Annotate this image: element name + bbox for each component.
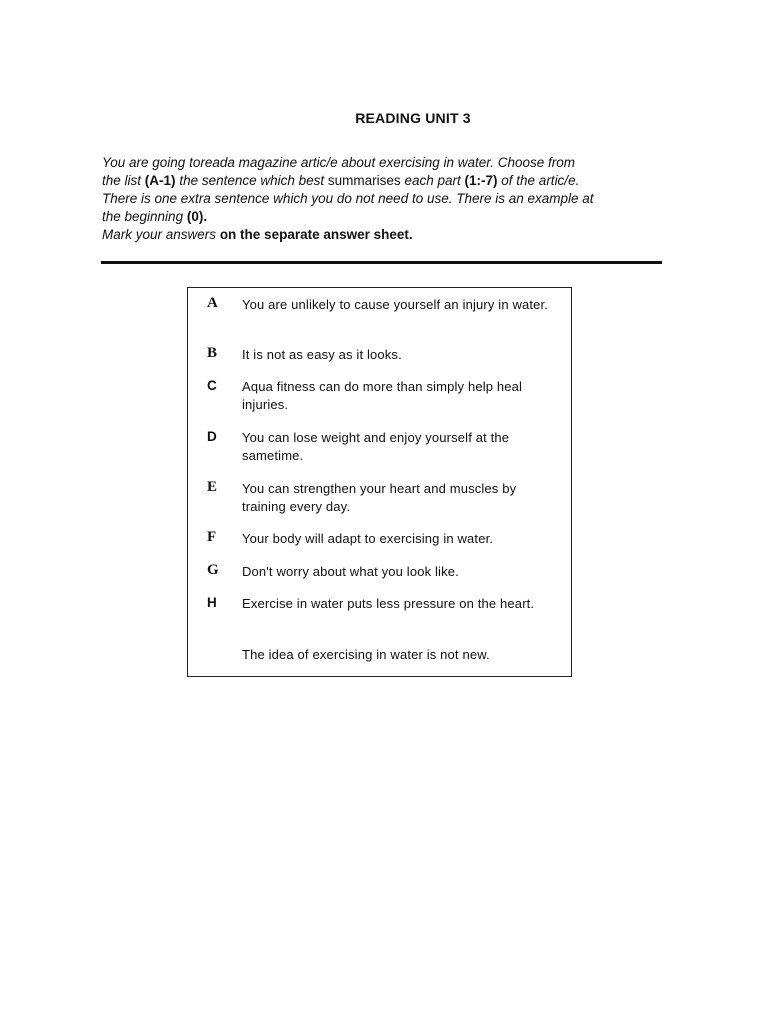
instruction-line-2	[102, 172, 662, 190]
instruction-text: the sentence which best	[179, 173, 325, 188]
instruction-line-1: You are going toreada magazine artic/e about exercising in water. Choose from	[102, 155, 576, 170]
option-letter: G	[207, 562, 219, 578]
instruction-line-3: There is one extra sentence which you do not need to use. There is an example at	[102, 191, 594, 206]
option-range-ref: (A-1)	[144, 173, 176, 188]
instruction-text: the beginning	[102, 209, 184, 224]
option-text: Don't worry about what you look like.	[242, 564, 459, 579]
option-letter: F	[207, 529, 217, 545]
option-letter: C	[207, 378, 217, 393]
option-text: Your body will adapt to exercising in water.	[242, 531, 494, 546]
instruction-line-4	[102, 208, 662, 226]
option-text: You are unlikely to cause yourself an injury in water.	[242, 297, 549, 312]
divider-rule	[101, 261, 662, 264]
option-letter: D	[207, 429, 217, 444]
instruction-text: summarises	[327, 173, 401, 188]
options-box	[187, 287, 572, 677]
option-letter: B	[207, 345, 218, 361]
instructions	[102, 154, 662, 244]
instruction-line-5	[102, 226, 662, 244]
option-text: The idea of exercising in water is not new.	[242, 647, 490, 662]
part-range-ref: (1:-7)	[464, 173, 498, 188]
option-text: You can strengthen your heart and muscles by training every day.	[242, 481, 517, 514]
option-letter: E	[207, 479, 218, 495]
instruction-text: the list	[102, 173, 142, 188]
instruction-text: of the artic/e.	[501, 173, 580, 188]
instruction-text: each part	[404, 173, 461, 188]
example-ref: (0).	[186, 209, 208, 224]
option-letter: H	[207, 595, 217, 610]
answer-sheet-note: on the separate answer sheet.	[219, 227, 413, 242]
option-letter: A	[207, 295, 218, 311]
page-title: READING UNIT 3	[355, 110, 471, 126]
option-text: You can lose weight and enjoy yourself at the sametime.	[242, 430, 510, 463]
option-text: It is not as easy as it looks.	[242, 347, 402, 362]
instruction-text: Mark your answers	[102, 227, 217, 242]
option-text: Exercise in water puts less pressure on the heart.	[242, 596, 535, 611]
option-text: Aqua fitness can do more than simply help heal injuries.	[242, 379, 523, 412]
